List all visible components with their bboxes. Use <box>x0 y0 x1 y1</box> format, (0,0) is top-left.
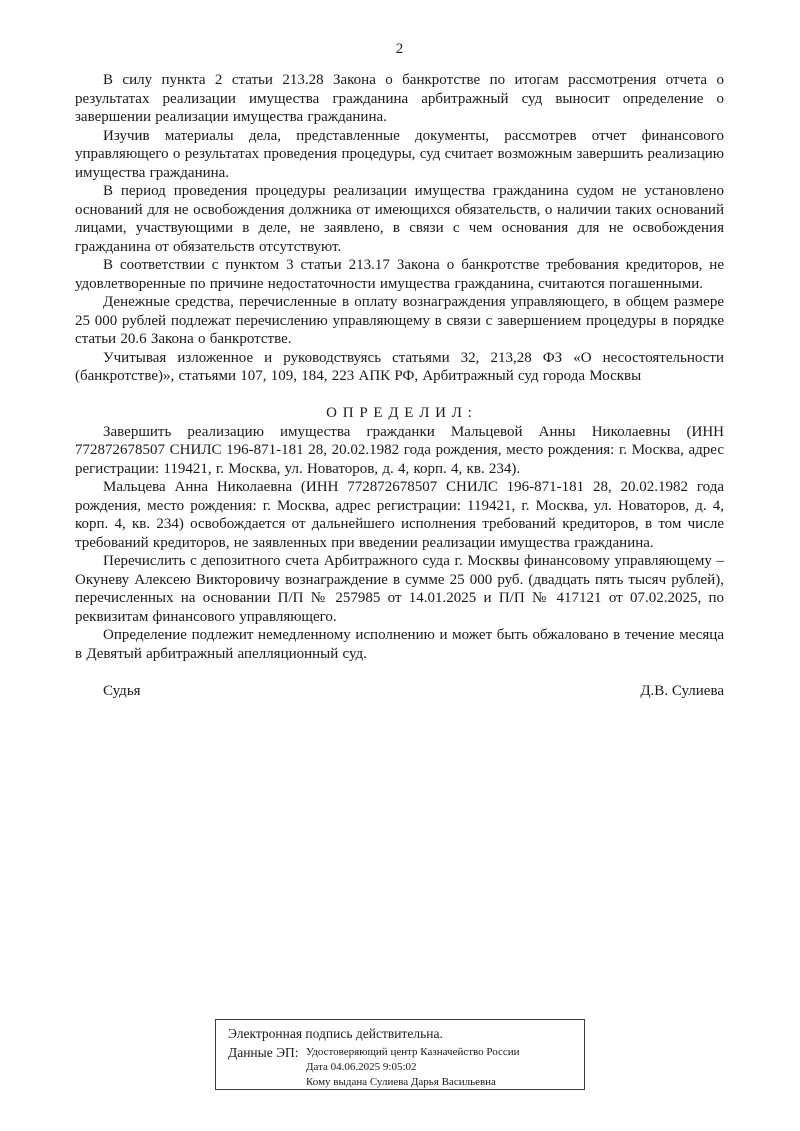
signature-role: Судья <box>103 683 141 699</box>
paragraph-funds-25000: Денежные средства, перечисленные в оплату вознаграждения управляющего, в общем размере 25 000 рублей подлежат перечислению управляющему в связи с завершением процедуры в порядке статьи 20.6 Закона о банкротстве. <box>75 294 724 347</box>
stamp-data-label: Данные ЭП: <box>228 1045 299 1060</box>
stamp-validity-line: Электронная подпись действительна. <box>228 1026 443 1041</box>
stamp-data-row <box>228 1045 578 1090</box>
stamp-detail-authority: Удостоверяющий центр Казначейство России <box>306 1046 520 1058</box>
paragraph-law-213-28: В силу пункта 2 статьи 213.28 Закона о банкротстве по итогам рассмотрения отчета о результатах реализации имущества гражданина арбитражный суд выносит определение о завершении реализации имущества гражданина. <box>75 72 724 125</box>
paragraph-considering: Учитывая изложенное и руководствуясь статьями 32, 213,28 ФЗ «О несостоятельности (банкротстве)», статьями 107, 109, 184, 223 АПК РФ, Арбитражный суд города Москвы <box>75 349 724 384</box>
resolution-paragraph-transfer-remuneration: Перечислить с депозитного счета Арбитражного суда г. Москвы финансовому управляющему – Окуневу Алексею Викторовичу вознаграждение в сумме 25 000 руб. (двадцать пять тысяч рублей), перечисленных на основании П/П № 257985 от 14.01.2025 и П/П № 417121 от 07.02.2025, по реквизитам финансового управляющего. <box>75 553 724 625</box>
paragraph-materials-reviewed: Изучив материалы дела, представленные документы, рассмотрев отчет финансового управляющего о результатах проведения процедуры, суд считает возможным завершить реализацию имущества гражданина. <box>75 127 724 181</box>
stamp-detail-issued-to: Кому выдана Сулиева Дарья Васильевна <box>306 1076 496 1088</box>
signature-row <box>75 682 724 701</box>
page-number: 2 <box>395 41 404 57</box>
stamp-detail-date: Дата 04.06.2025 9:05:02 <box>306 1061 417 1073</box>
signature-name: Д.В. Сулиева <box>640 683 724 699</box>
resolution-paragraph-appeal: Определение подлежит немедленному исполнению и может быть обжаловано в течение месяца в Девятый арбитражный апелляционный суд. <box>75 627 724 662</box>
resolution-paragraph-release-from-claims: Мальцева Анна Николаевна (ИНН 772872678507 СНИЛС 196-871-181 28, 20.02.1982 года рождения, место рождения: г. Москва, адрес регистрации: 119421, г. Москва, ул. Новаторов, д. 4, корп. 4, кв. 234) освобождается от дальнейшего исполнения требований кредиторов, в том числе требований кредиторов, не заявленных при введении реализации имущества гражданина. <box>75 479 724 551</box>
electronic-signature-stamp <box>215 1019 585 1090</box>
paragraph-no-grounds: В период проведения процедуры реализации имущества гражданина судом не установлено оснований для не освобождения должника от имеющихся обязательств, о наличии таких оснований лицами, участвующими в деле, не заявлено, в связи с чем основания для не освобождения гражданина от обязательств отсутствуют. <box>75 183 724 255</box>
paragraph-law-213-17: В соответствии с пунктом 3 статьи 213.17 Закона о банкротстве требования кредиторов, не удовлетворенные по причине недостаточности имущества гражданина, считаются погашенными. <box>75 257 724 292</box>
resolution-paragraph-complete-realization: Завершить реализацию имущества гражданки Мальцевой Анны Николаевны (ИНН 772872678507 СНИЛС 196-871-181 28, 20.02.1982 года рождения, место рождения: г. Москва, адрес регистрации: 119421, г. Москва, ул. Новаторов, д. 4, корп. 4, кв. 234). <box>75 423 724 477</box>
stamp-details <box>306 1045 520 1090</box>
resolution-heading: О П Р Е Д Е Л И Л : <box>326 405 473 421</box>
